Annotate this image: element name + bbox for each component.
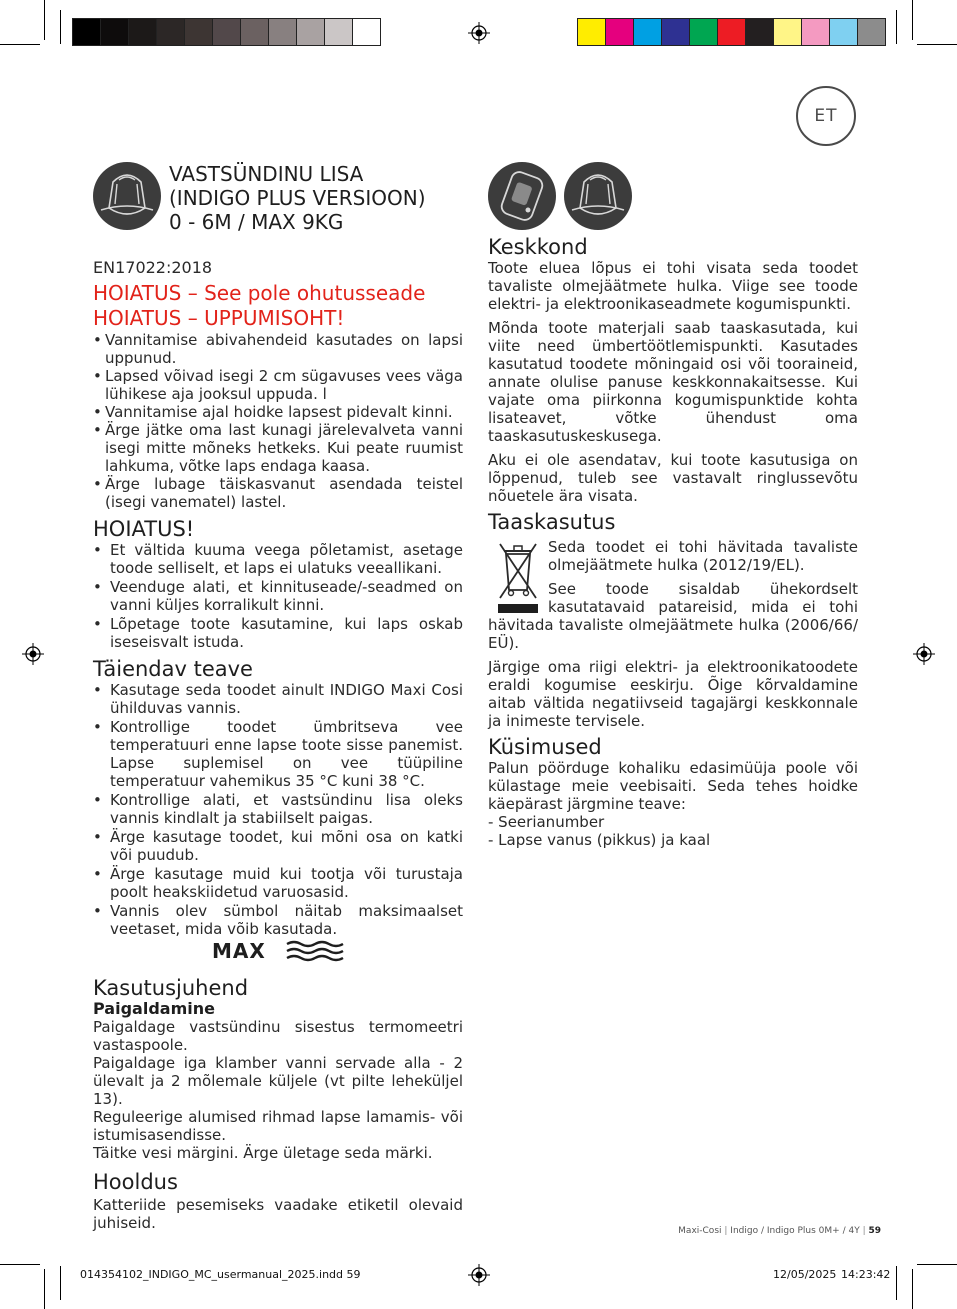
page-number: 59: [868, 1226, 881, 1236]
color-swatch: [325, 19, 353, 45]
color-swatch: [101, 19, 129, 45]
paragraph: Paigaldage iga klamber vanni servade alla - 2 ülevalt ja 2 mõlemale küljele (vt pilte leheküljel 13).: [93, 1054, 463, 1108]
list-item: • Veenduge alati, et kinnituseade/-seadmed on vanni küljes korralikult kinni.: [93, 578, 463, 614]
crop-mark: [60, 1266, 61, 1300]
registration-mark-icon: [468, 22, 490, 44]
hoiatus-list: [93, 541, 463, 651]
color-swatch: [269, 19, 297, 45]
crop-mark: [912, 0, 913, 40]
list-item: • Vannitamise abivahendeid kasutades on lapsi uppunud.: [93, 331, 463, 367]
max-water-label: MAX: [212, 939, 266, 963]
section-heading: Hooldus: [93, 1170, 178, 1194]
color-swatch: [634, 19, 662, 45]
list-item: • Ärge kasutage toodet, kui mõni osa on katki või puudub.: [93, 828, 463, 864]
section-heading: Taaskasutus: [488, 510, 616, 534]
paragraph: Reguleerige alumised rihmad lapse lamamis- või istumisasendisse.: [93, 1108, 463, 1144]
list-item: • Kasutage seda toodet ainult INDIGO Maxi Cosi ühilduvas vannis.: [93, 681, 463, 717]
instructions-section: [93, 976, 463, 1232]
remote-device-icon: [488, 162, 556, 230]
color-swatch: [774, 19, 802, 45]
section-heading: HOIATUS!: [93, 517, 195, 541]
color-swatch: [353, 19, 380, 45]
warning-list: [93, 331, 463, 511]
right-column: [488, 235, 858, 849]
color-swatch: [746, 19, 774, 45]
language-badge: ET: [796, 86, 856, 146]
crop-mark: [0, 44, 40, 45]
footer-product: Indigo / Indigo Plus 0M+ / 4Y: [730, 1226, 860, 1236]
newborn-insert-icon: [564, 162, 632, 230]
list-item: • Kontrollige toodet ümbritseva vee temperatuuri enne lapse toote sisse panemist. Lapse suplemisel on vee tüüpiline temperatuur vahemikus 35 °C kuni 38 °C.: [93, 718, 463, 790]
warning-heading: HOIATUS – UPPUMISOHT!: [93, 306, 345, 330]
paragraph: Mõnda toote materjali saab taaskasutada, kui viite need ümbertöötlemispunkti. Kasutades kasutatud toodete mõningaid osi või tooraineid, annate olulise panuse keskkonnakaitsesse. Kui vajate oma piirkonna kogumispunktide kohta lisateavet, võtke ühendust oma taaskasutuskeskusega.: [488, 319, 858, 445]
section-heading: Täiendav teave: [93, 657, 253, 681]
grayscale-color-bar: [72, 18, 381, 46]
title-line: (INDIGO PLUS VERSIOON): [169, 186, 426, 210]
page-footer: Maxi-Cosi | Indigo / Indigo Plus 0M+ / 4Y | 59: [678, 1226, 881, 1236]
color-swatch: [129, 19, 157, 45]
crop-mark: [912, 1269, 913, 1309]
list-item: • Ärge jätke oma last kunagi järelevalveta vanni isegi mitte mõneks hetkeks. Kui peate ruumist lahkuma, võtke laps endaga kaasa.: [93, 421, 463, 475]
slug-date: 12/05/2025: [773, 1268, 837, 1281]
crop-mark: [44, 0, 45, 40]
title-line: 0 - 6M / MAX 9KG: [169, 210, 344, 234]
paragraph: Aku ei ole asendatav, kui toote kasutusiga on lõppenud, tuleb see vastavalt ringlussevõtu nõuetele ära visata.: [488, 451, 858, 505]
section-heading: Keskkond: [488, 235, 588, 259]
color-swatch: [718, 19, 746, 45]
list-item: • Lapsed võivad isegi 2 cm sügavuses vees väga lühikese aja jooksul uppuda. l: [93, 367, 463, 403]
crop-mark: [44, 1269, 45, 1309]
paragraph: Palun pöörduge kohaliku edasimüüja poole või külastage meie veebisaiti. Seda tehes hoidke käepärast järgmine teave:: [488, 759, 858, 813]
warning-heading: HOIATUS – See pole ohutusseade: [93, 281, 426, 305]
paragraph: Paigaldage vastsündinu sisestus termomeetri vastaspoole.: [93, 1018, 463, 1054]
color-swatch: [73, 19, 101, 45]
color-swatch: [157, 19, 185, 45]
water-waves-icon: [286, 940, 344, 962]
subsection-heading: Paigaldamine: [93, 999, 215, 1018]
crop-mark: [917, 44, 957, 45]
paragraph: See toode sisaldab ühekordselt kasutatavaid patareisid, mida ei tohi hävitada tavaliste olmejäätmete hulka (2006/66/ EÜ).: [488, 580, 858, 652]
crop-mark: [896, 1266, 897, 1300]
section-heading: Küsimused: [488, 735, 602, 759]
color-swatch: [690, 19, 718, 45]
standard-code: EN17022:2018: [93, 258, 213, 277]
color-swatch: [578, 19, 606, 45]
color-swatch: [830, 19, 858, 45]
crossed-bin-icon: [496, 538, 540, 614]
color-swatch: [241, 19, 269, 45]
recycling-block: [488, 538, 858, 652]
registration-mark-icon: [468, 1264, 490, 1286]
color-swatch: [662, 19, 690, 45]
color-swatch: [185, 19, 213, 45]
info-list: [93, 681, 463, 938]
slug-time: 14:23:42: [841, 1268, 891, 1281]
left-column: [93, 281, 463, 938]
paragraph: Seda toodet ei tohi hävitada tavaliste olmejäätmete hulka (2012/19/EL).: [548, 538, 858, 574]
paragraph: Katteriide pesemiseks vaadake etiketil olevaid juhiseid.: [93, 1196, 463, 1232]
color-swatch: [297, 19, 325, 45]
paragraph: Toote eluea lõpus ei tohi visata seda toodet tavaliste olmejäätmete hulka. Viige see toode elektri- ja elektroonikaseadmete kogumispunkti.: [488, 259, 858, 313]
color-swatch: [858, 19, 885, 45]
list-line: - Seerianumber: [488, 813, 605, 831]
color-swatch: [802, 19, 830, 45]
paragraph: Järgige oma riigi elektri- ja elektroonikatoodete eraldi kogumise eeskirju. Õige kõrvaldamine aitab vältida negatiivseid tagajärgi keskkonnale ja inimeste tervisele.: [488, 658, 858, 730]
list-line: - Lapse vanus (pikkus) ja kaal: [488, 831, 711, 849]
page-title: [169, 162, 426, 234]
crop-mark: [0, 1264, 40, 1265]
registration-mark-icon: [913, 643, 935, 665]
list-item: • Kontrollige alati, et vastsündinu lisa oleks vannis kindlalt ja stabiilselt paigas.: [93, 791, 463, 827]
list-item: • Vannitamise ajal hoidke lapsest pidevalt kinni.: [93, 403, 463, 421]
list-item: • Lõpetage toote kasutamine, kui laps oskab iseseisvalt istuda.: [93, 615, 463, 651]
crop-mark: [60, 10, 61, 44]
color-swatch: [213, 19, 241, 45]
crop-mark: [896, 10, 897, 44]
section-heading: Kasutusjuhend: [93, 976, 249, 1000]
process-color-bar: [577, 18, 886, 46]
slug-file: 014354102_INDIGO_MC_usermanual_2025.indd 59: [80, 1268, 361, 1281]
list-item: • Ärge lubage täiskasvanut asendada teistel (isegi vanematel) lastel.: [93, 475, 463, 511]
crop-mark: [917, 1264, 957, 1265]
paragraph: Täitke vesi märgini. Ärge ületage seda märki.: [93, 1144, 433, 1162]
color-swatch: [606, 19, 634, 45]
registration-mark-icon: [22, 643, 44, 665]
newborn-insert-icon: [93, 162, 161, 230]
list-item: • Ärge kasutage muid kui tootja või turustaja poolt heakskiidetud varuosasid.: [93, 865, 463, 901]
list-item: • Et vältida kuuma veega põletamist, asetage toode selliselt, et laps ei ulatuks veeallikani.: [93, 541, 463, 577]
title-line: VASTSÜNDINU LISA: [169, 162, 364, 186]
footer-brand: Maxi-Cosi: [678, 1226, 722, 1236]
list-item: • Vannis olev sümbol näitab maksimaalset veetaset, mida võib kasutada.: [93, 902, 463, 938]
